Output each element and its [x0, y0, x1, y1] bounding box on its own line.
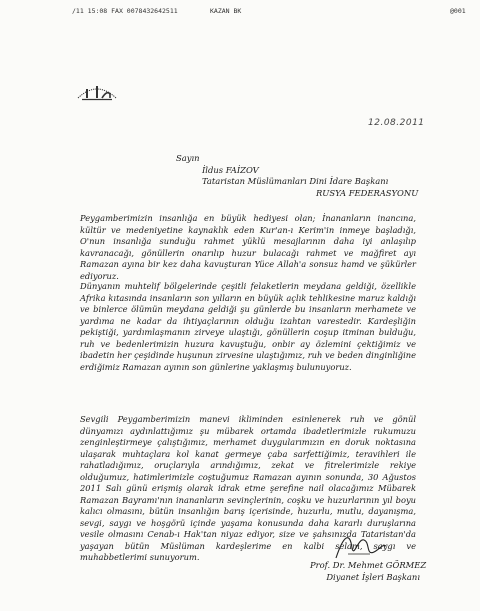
- fax-header-page-number: @001: [450, 7, 466, 15]
- letter-paragraph-2: Dünyanın muhtelif bölgelerinde çeşitli felaketlerin meydana geldiği, özellikle Afrika kıtasında insanların son yılların en büyük açlık tehlikesine maruz kaldığı ve binlerce ölümün meydana geldiği şu günlerde bu insanların merhamete ve yardıma ne kadar da ihtiyaçlarının olduğu izahtan varestedir. Kardeşliğin pekiştiği, yardımlaşmanın zirveye ulaştığı, gönüllerin coşup itminan bulduğu, ruh ve bedenlerimizin huzura kavuştuğu, onbir ay özlemini çektiğimiz ve ibadetin her çeşidinde huşunun zirvesine ulaştığımız, ruh ve beden dinginliğine erdiğimiz Ramazan ayının son günlerine yaklaşmış bulunuyoruz.: [80, 281, 416, 372]
- letter-paragraph-1: Peygamberimizin insanlığa en büyük hediyesi olan; İnananların inancına, kültür ve medeniyetine kaynaklık eden Kur'an-ı Kerim'in inmeye başladığı, O'nun insanlığa sunduğu rahmet yüklü mesajlarının daha iyi anlaşılıp kavranacağı, gönüllerin onarılıp huzur bulacağı rahmet ve mağfiret ayı Ramazan ayına bir kez daha kavuşturan Yüce Allah'a sonsuz hamd ve şükürler ediyoruz.: [80, 213, 416, 281]
- salutation: Sayın: [176, 153, 200, 163]
- handwritten-date: 12.08.2011: [368, 118, 425, 128]
- recipient-title: Tataristan Müslümanları Dini İdare Başkanı: [202, 176, 389, 186]
- letter-paragraph-3: Sevgili Peygamberimizin manevi ikliminden esinlenerek ruh ve gönül dünyamızı aydınlattığımız şu mübarek ortamda ibadetlerimizle rukumuzu zenginleştirmeye çalıştığımız, merhamet duygularımızın en doruk noktasına ulaşarak muhtaçlara kol kanat germeye çaba sarfettiğimiz, teravihleri ile rahatladığımız, oruçlarıyla arındığımız, zekat ve fitrelerimizle rekiye olduğumuz, hatimlerimizle coştuğumuz Ramazan ayının sonunda, 30 Ağustos 2011 Salı günü erişmiş olarak idrak etme şerefine nail olacağımız Mübarek Ramazan Bayramı'nın inananların sevinçlerinin, coşku ve huzurlarının yıl boyu kalıcı olmasını, bütün insanlığın barış içerisinde, huzurlu, mutlu, dayanışma, sevgi, saygı ve hoşgörü içinde yaşama konusunda daha kararlı duruşlarına vesile olmasını Cenab-ı Hak'tan niyaz ediyor, size ve şahsınızda Tataristan'da yaşayan bütün Müslüman kardeşlerime en kalbi selam, saygı ve muhabbetlerimi sunuyorum.: [80, 414, 416, 562]
- fax-header-transmission-info: /11 15:08 FAX 0078432642511: [72, 7, 178, 15]
- handwritten-signature: [330, 528, 390, 564]
- diyanet-logo-icon: [74, 80, 120, 104]
- signatory-name: Prof. Dr. Mehmet GÖRMEZ: [310, 560, 427, 570]
- fax-header: [0, 4, 480, 18]
- fax-header-station: KAZAN BK: [210, 7, 242, 15]
- signatory-title: Diyanet İşleri Başkanı: [326, 571, 420, 582]
- recipient-name: İldus FAİZOV: [202, 164, 259, 175]
- signatory-block: [310, 560, 427, 583]
- recipient-block: [176, 153, 418, 199]
- recipient-country: RUSYA FEDERASYONU: [316, 187, 419, 198]
